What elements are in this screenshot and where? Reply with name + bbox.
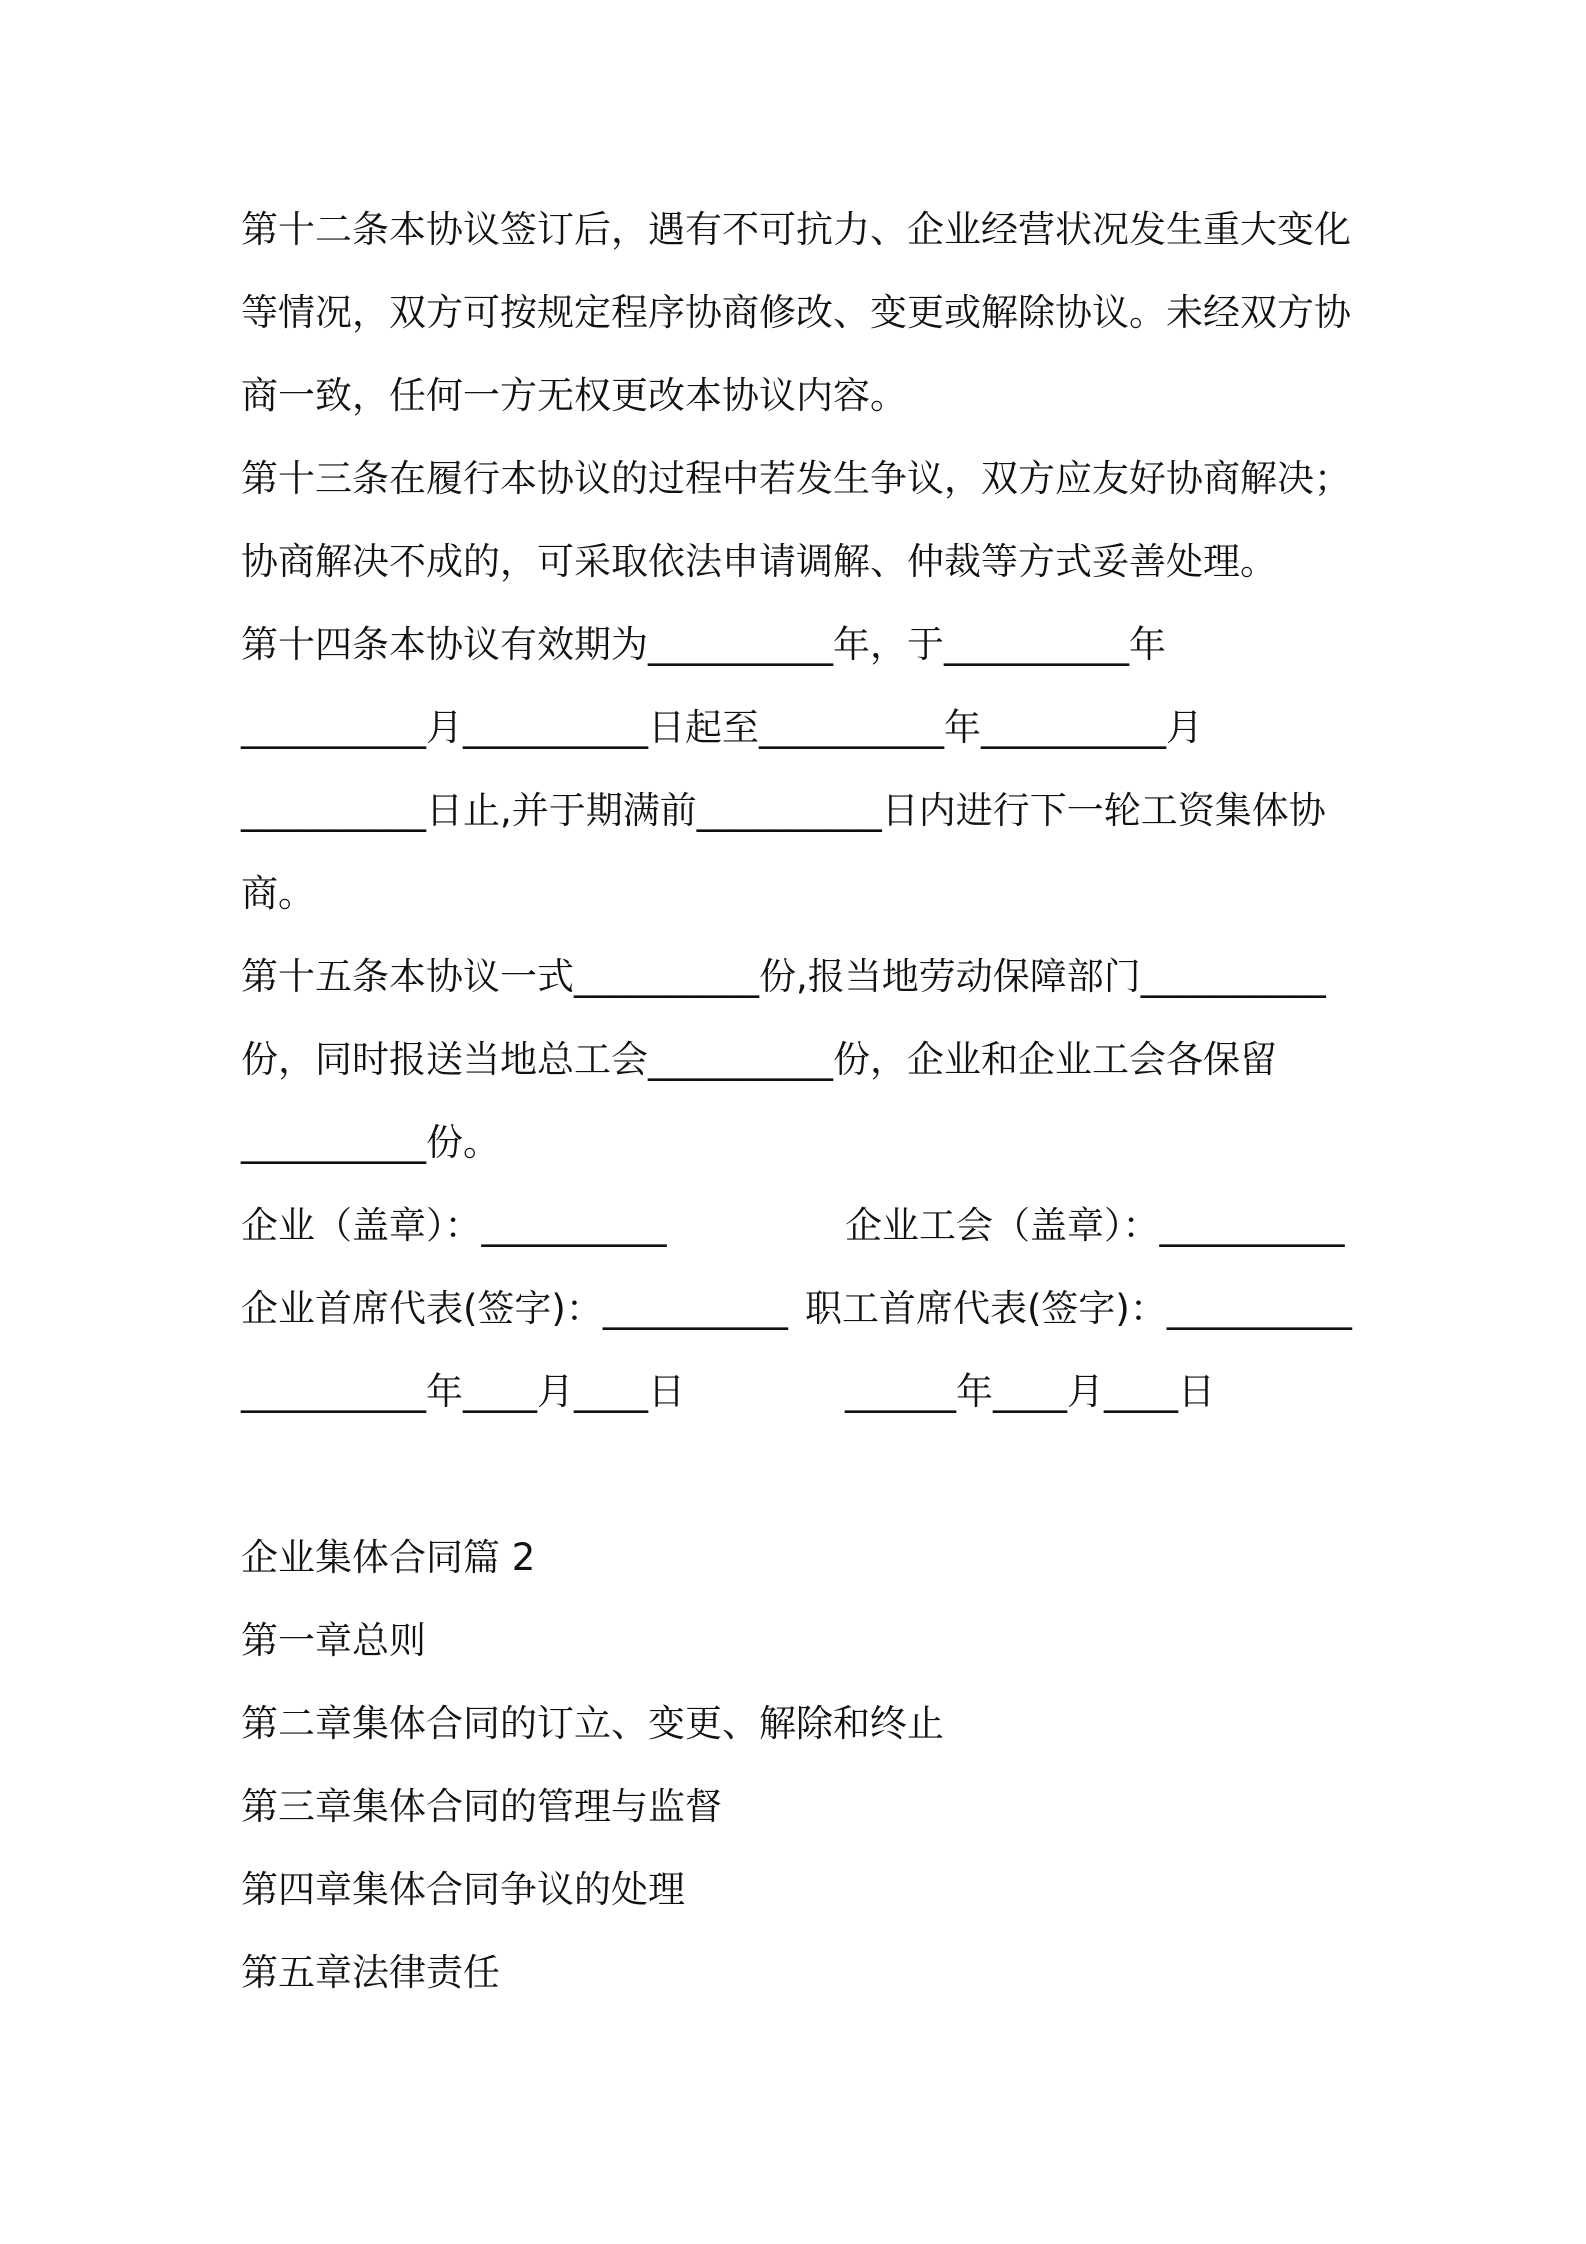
enterprise-seal-field: 企业（盖章）：__________ <box>241 1204 667 1247</box>
chapter-4: 第四章集体合同争议的处理 <box>241 1868 685 1911</box>
article-12-line-1: 第十二条本协议签订后，遇有不可抗力、企业经营状况发生重大变化 <box>241 208 1351 251</box>
article-13-line-2: 协商解决不成的，可采取依法申请调解、仲裁等方式妥善处理。 <box>241 540 1277 583</box>
union-seal-field: 企业工会（盖章）：__________ <box>845 1204 1345 1247</box>
chapter-2: 第二章集体合同的订立、变更、解除和终止 <box>241 1702 944 1745</box>
article-14-line-3: __________日止,并于期满前__________日内进行下一轮工资集体协 <box>241 789 1326 832</box>
chapter-3: 第三章集体合同的管理与监督 <box>241 1785 722 1828</box>
article-14-line-1: 第十四条本协议有效期为__________年，于__________年 <box>241 623 1166 666</box>
article-14-line-4: 商。 <box>241 872 315 915</box>
article-12-line-2: 等情况，双方可按规定程序协商修改、变更或解除协议。未经双方协 <box>241 291 1351 334</box>
article-15-line-1: 第十五条本协议一式__________份,报当地劳动保障部门__________ <box>241 955 1326 998</box>
part-2-title: 企业集体合同篇 2 <box>241 1536 536 1579</box>
article-15-line-2: 份，同时报送当地总工会__________份，企业和企业工会各保留 <box>241 1038 1277 1081</box>
article-15-line-3: __________份。 <box>241 1121 500 1164</box>
article-14-line-2: __________月__________日起至__________年__________月 <box>241 706 1203 749</box>
chapter-1: 第一章总则 <box>241 1619 426 1662</box>
employee-rep-signature-field: 职工首席代表(签字)：__________ <box>805 1287 1352 1330</box>
article-12-line-3: 商一致，任何一方无权更改本协议内容。 <box>241 374 907 417</box>
enterprise-rep-signature-field: 企业首席代表(签字)：__________ <box>241 1287 788 1330</box>
employee-date-field: ______年____月____日 <box>845 1370 1215 1413</box>
chapter-5: 第五章法律责任 <box>241 1951 500 1994</box>
article-13-line-1: 第十三条在履行本协议的过程中若发生争议，双方应友好协商解决； <box>241 457 1351 500</box>
enterprise-date-field: __________年____月____日 <box>241 1370 685 1413</box>
